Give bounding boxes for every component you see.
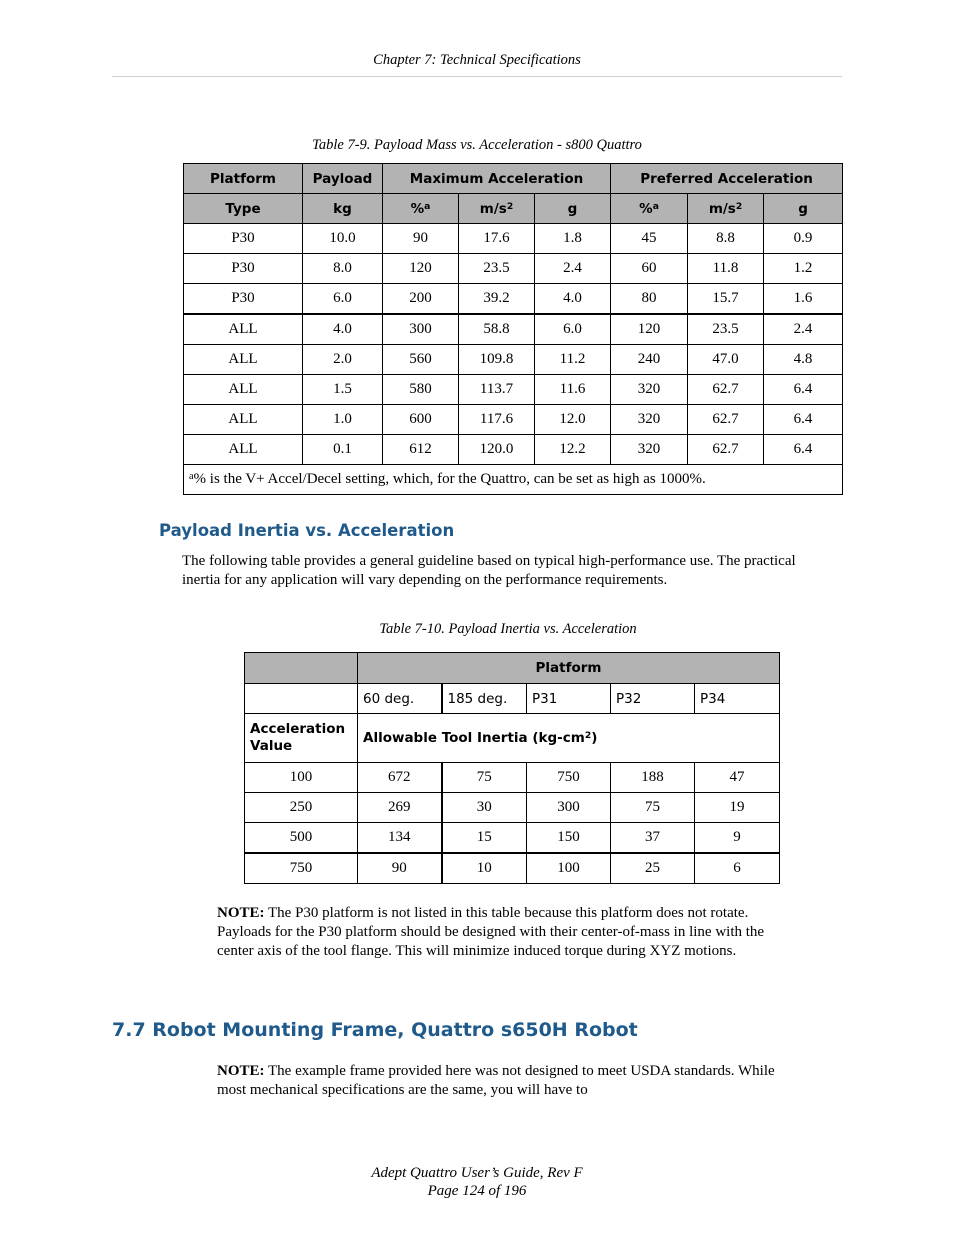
table-cell: 19 (695, 793, 780, 823)
table2-label-row (245, 714, 780, 763)
table-cell: 2.4 (535, 254, 611, 284)
table-cell: 1.2 (764, 254, 843, 284)
running-header: Chapter 7: Technical Specifications (373, 52, 581, 68)
table-cell: 240 (611, 345, 688, 375)
table-cell: 6.0 (303, 284, 383, 315)
table-cell: 60 (611, 254, 688, 284)
table2-corner-cell (245, 653, 358, 684)
table-row (184, 375, 843, 405)
table1-header-row-1 (184, 164, 843, 194)
table1-footnote-row (184, 465, 843, 495)
table-cell: 100 (245, 763, 358, 793)
table2-caption: Table 7-10. Payload Inertia vs. Acceleration (379, 621, 637, 637)
table-cell: 62.7 (688, 435, 764, 465)
table-cell: 117.6 (459, 405, 535, 435)
table-cell: 612 (383, 435, 459, 465)
table-cell: 75 (611, 793, 695, 823)
table-row (245, 823, 780, 854)
table-cell: 269 (358, 793, 442, 823)
table-cell: 113.7 (459, 375, 535, 405)
table-cell: 15.7 (688, 284, 764, 315)
table2-platforms-row (245, 684, 780, 714)
table1-header-row-2 (184, 194, 843, 224)
table-cell: 9 (695, 823, 780, 854)
table-cell: 11.6 (535, 375, 611, 405)
table-cell: 0.1 (303, 435, 383, 465)
table-cell: ALL (184, 345, 303, 375)
table-row (184, 314, 843, 345)
table-cell: 75 (442, 763, 527, 793)
table-cell: 11.8 (688, 254, 764, 284)
platform-60-deg: 60 deg. (358, 684, 442, 714)
header-max-ms2: $m/s^2$ (459, 194, 535, 224)
header-type: Type (184, 194, 303, 224)
table-cell: 8.0 (303, 254, 383, 284)
table-cell: 62.7 (688, 375, 764, 405)
table-cell: 188 (611, 763, 695, 793)
header-kg: kg (303, 194, 383, 224)
table-cell: 17.6 (459, 224, 535, 254)
payload-mass-table (183, 163, 843, 495)
platform-185-deg: 185 deg. (442, 684, 527, 714)
table-cell: 90 (383, 224, 459, 254)
table-cell: 45 (611, 224, 688, 254)
table-row (184, 405, 843, 435)
note-p30: NOTE: The P30 platform is not listed in this table because this platform does not rotate. Payloads for the P30 platform should be designed with their center-of-mass in line with the center axis of the tool flange. This will minimize induced torque during XYZ motions. (217, 905, 765, 959)
table-cell: 500 (245, 823, 358, 854)
platform-p34: P34 (695, 684, 780, 714)
table-row (184, 284, 843, 315)
header-pref-pct: %$^a$ (611, 194, 688, 224)
table-cell: 134 (358, 823, 442, 854)
platform-p31: P31 (527, 684, 611, 714)
table-cell: 6 (695, 853, 780, 884)
table-cell: 6.4 (764, 435, 843, 465)
table-cell: 320 (611, 405, 688, 435)
table-cell: 47 (695, 763, 780, 793)
header-platform: Platform (184, 164, 303, 194)
header-max-pct: %$^a$ (383, 194, 459, 224)
table-cell: P30 (184, 284, 303, 315)
table-cell: 300 (527, 793, 611, 823)
table-cell: 1.0 (303, 405, 383, 435)
header-max-g: g (535, 194, 611, 224)
section-heading-payload-inertia: Payload Inertia vs. Acceleration (159, 521, 455, 540)
table-cell: 39.2 (459, 284, 535, 315)
intro-paragraph: The following table provides a general guideline based on typical high-performance use. The practical inertia for any application will vary depending on the performance requirements. (182, 553, 796, 588)
footer-page: Page 124 of 196 (427, 1183, 527, 1199)
table-cell: 30 (442, 793, 527, 823)
header-pref-ms2: $m/s^2$ (688, 194, 764, 224)
table-cell: 8.8 (688, 224, 764, 254)
table-cell: 300 (383, 314, 459, 345)
table-cell: P30 (184, 224, 303, 254)
table-cell: P30 (184, 254, 303, 284)
table-cell: 2.4 (764, 314, 843, 345)
table-cell: 600 (383, 405, 459, 435)
table-cell: 37 (611, 823, 695, 854)
table-cell: 672 (358, 763, 442, 793)
table2-platform-row (245, 653, 780, 684)
table-row (184, 345, 843, 375)
header-rule (112, 76, 842, 77)
table-row (184, 254, 843, 284)
table-cell: 90 (358, 853, 442, 884)
note-usda: NOTE: The example frame provided here was not designed to meet USDA standards. While most mechanical specifications are the same, you will have to (217, 1063, 775, 1098)
header-payload: Payload (303, 164, 383, 194)
table-cell: 250 (245, 793, 358, 823)
header-pref-accel: Preferred Acceleration (611, 164, 843, 194)
table-cell: 15 (442, 823, 527, 854)
header-max-accel: Maximum Acceleration (383, 164, 611, 194)
section-heading-mounting-frame: 7.7 Robot Mounting Frame, Quattro s650H Robot (112, 1019, 638, 1041)
table-row (184, 224, 843, 254)
platform-p32: P32 (611, 684, 695, 714)
table-cell: 23.5 (459, 254, 535, 284)
table-cell: 62.7 (688, 405, 764, 435)
table-cell: 12.0 (535, 405, 611, 435)
table-cell: ALL (184, 435, 303, 465)
table-cell: 1.5 (303, 375, 383, 405)
table-cell: 4.0 (535, 284, 611, 315)
table-cell: 109.8 (459, 345, 535, 375)
table1-caption: Table 7-9. Payload Mass vs. Acceleration - s800 Quattro (312, 137, 642, 153)
table-cell: 80 (611, 284, 688, 315)
table-cell: 150 (527, 823, 611, 854)
table-cell: 10 (442, 853, 527, 884)
table-cell: 100 (527, 853, 611, 884)
table-cell: 120 (383, 254, 459, 284)
table-row (184, 435, 843, 465)
table-cell: 23.5 (688, 314, 764, 345)
footer-guide: Adept Quattro User’s Guide, Rev F (371, 1165, 583, 1181)
table-cell: 11.2 (535, 345, 611, 375)
table-cell: 47.0 (688, 345, 764, 375)
table-cell: ALL (184, 405, 303, 435)
table-cell: 58.8 (459, 314, 535, 345)
table-cell: 750 (245, 853, 358, 884)
table-cell: 1.8 (535, 224, 611, 254)
table-cell: 200 (383, 284, 459, 315)
table-cell: 12.2 (535, 435, 611, 465)
table-cell: 1.6 (764, 284, 843, 315)
table-cell: 6.4 (764, 405, 843, 435)
table-cell: ALL (184, 314, 303, 345)
payload-inertia-table (244, 652, 780, 884)
table-cell: 4.8 (764, 345, 843, 375)
table-cell: ALL (184, 375, 303, 405)
table2-platform-header: Platform (358, 653, 780, 684)
table-cell: 750 (527, 763, 611, 793)
table-row (245, 853, 780, 884)
table-cell: 10.0 (303, 224, 383, 254)
table1-footnote: $^a$% is the V+ Accel/Decel setting, which, for the Quattro, can be set as high as 1000%. (184, 465, 843, 495)
table-cell: 2.0 (303, 345, 383, 375)
table2-blank-cell (245, 684, 358, 714)
table-cell: 120.0 (459, 435, 535, 465)
acceleration-value-label: Acceleration Value (245, 714, 358, 763)
table-row (245, 793, 780, 823)
table-cell: 6.4 (764, 375, 843, 405)
table-cell: 0.9 (764, 224, 843, 254)
table-cell: 120 (611, 314, 688, 345)
table-cell: 4.0 (303, 314, 383, 345)
inertia-label: Allowable Tool Inertia $(kg-cm^2)$ (358, 714, 780, 763)
header-pref-g: g (764, 194, 843, 224)
table-cell: 25 (611, 853, 695, 884)
table-cell: 560 (383, 345, 459, 375)
table-cell: 580 (383, 375, 459, 405)
table-cell: 320 (611, 375, 688, 405)
table-cell: 320 (611, 435, 688, 465)
table-row (245, 763, 780, 793)
table-cell: 6.0 (535, 314, 611, 345)
